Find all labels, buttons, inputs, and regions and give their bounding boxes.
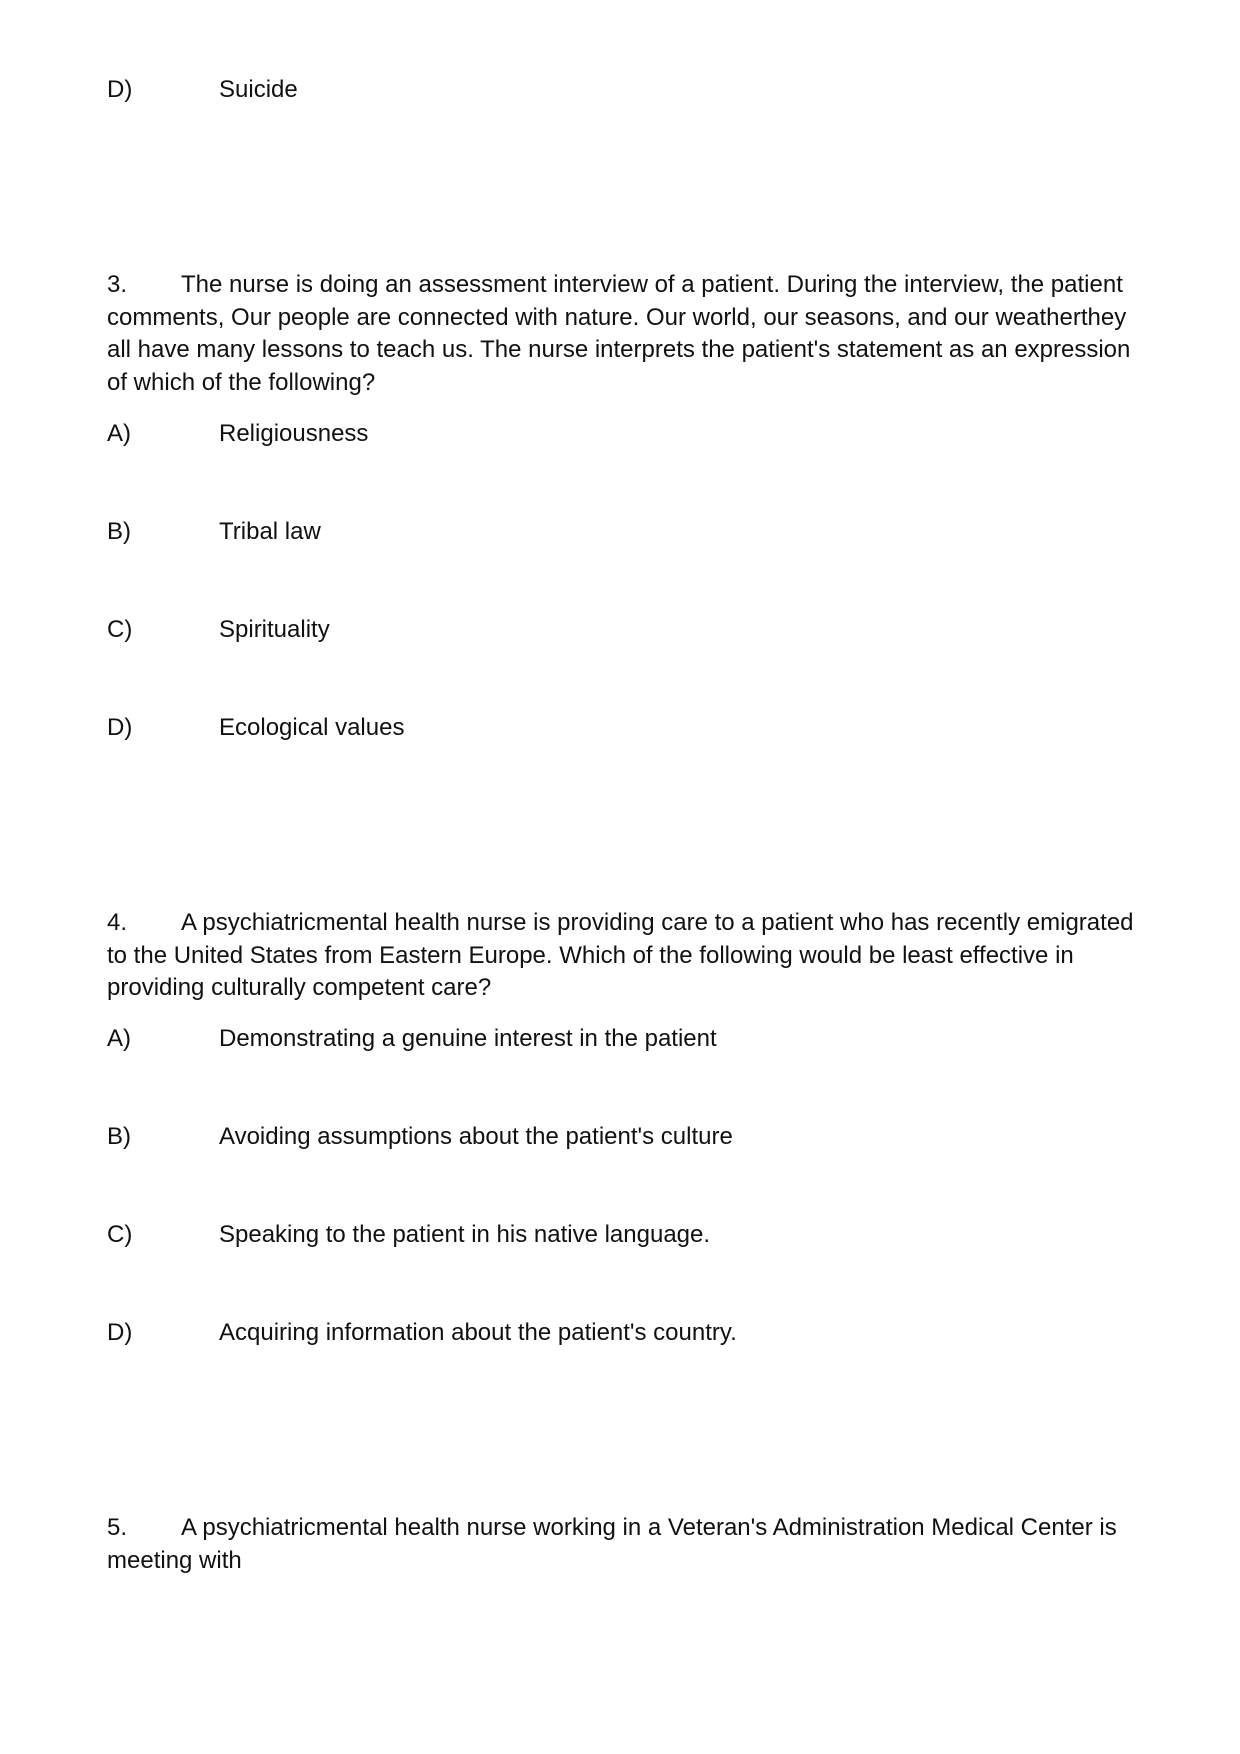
q4-option-d bbox=[107, 1317, 737, 1349]
q3-option-d bbox=[107, 712, 404, 744]
question-number: 5. bbox=[107, 1514, 128, 1541]
option-text: Demonstrating a genuine interest in the patient bbox=[219, 1025, 717, 1052]
q4-option-a bbox=[107, 1023, 717, 1055]
question-number: 3. bbox=[107, 271, 128, 298]
option-letter: B) bbox=[107, 518, 131, 545]
q3-option-a bbox=[107, 418, 368, 450]
option-text: Suicide bbox=[219, 76, 298, 103]
q4-option-b bbox=[107, 1121, 733, 1153]
option-text: Ecological values bbox=[219, 714, 405, 741]
question-5-stem bbox=[107, 1512, 1137, 1577]
option-letter: C) bbox=[107, 616, 133, 643]
option-text: Acquiring information about the patient's country. bbox=[219, 1319, 737, 1346]
option-letter: C) bbox=[107, 1221, 133, 1248]
question-4-stem bbox=[107, 907, 1137, 1005]
option-letter: A) bbox=[107, 1025, 131, 1052]
option-text: Religiousness bbox=[219, 420, 369, 447]
option-text: Speaking to the patient in his native language. bbox=[219, 1221, 711, 1248]
option-letter: B) bbox=[107, 1123, 131, 1150]
question-number: 4. bbox=[107, 909, 128, 936]
q3-option-c bbox=[107, 614, 330, 646]
option-letter: D) bbox=[107, 76, 133, 103]
q4-option-c bbox=[107, 1219, 710, 1251]
option-letter: D) bbox=[107, 714, 133, 741]
option-text: Avoiding assumptions about the patient's culture bbox=[219, 1123, 733, 1150]
option-text: Spirituality bbox=[219, 616, 330, 643]
question-text: The nurse is doing an assessment interview of a patient. During the interview, the patient comments, Our people are connected with nature. Our world, our seasons, and our weatherthey all have many lessons to teach us. The nurse interprets the patient's statement as an expression of which of the following? bbox=[107, 271, 1131, 397]
question-text: A psychiatricmental health nurse is providing care to a patient who has recently emigrated to the United States from Eastern Europe. Which of the following would be least effective in providing culturally competent care? bbox=[107, 909, 1134, 1002]
question-3-stem bbox=[107, 269, 1137, 400]
q3-option-b bbox=[107, 516, 321, 548]
option-letter: D) bbox=[107, 1319, 133, 1346]
option-text: Tribal law bbox=[219, 518, 321, 545]
question-text: A psychiatricmental health nurse working in a Veteran's Administration Medical Center is meeting with bbox=[107, 1514, 1117, 1574]
q2-option-d bbox=[107, 74, 298, 106]
option-letter: A) bbox=[107, 420, 131, 447]
